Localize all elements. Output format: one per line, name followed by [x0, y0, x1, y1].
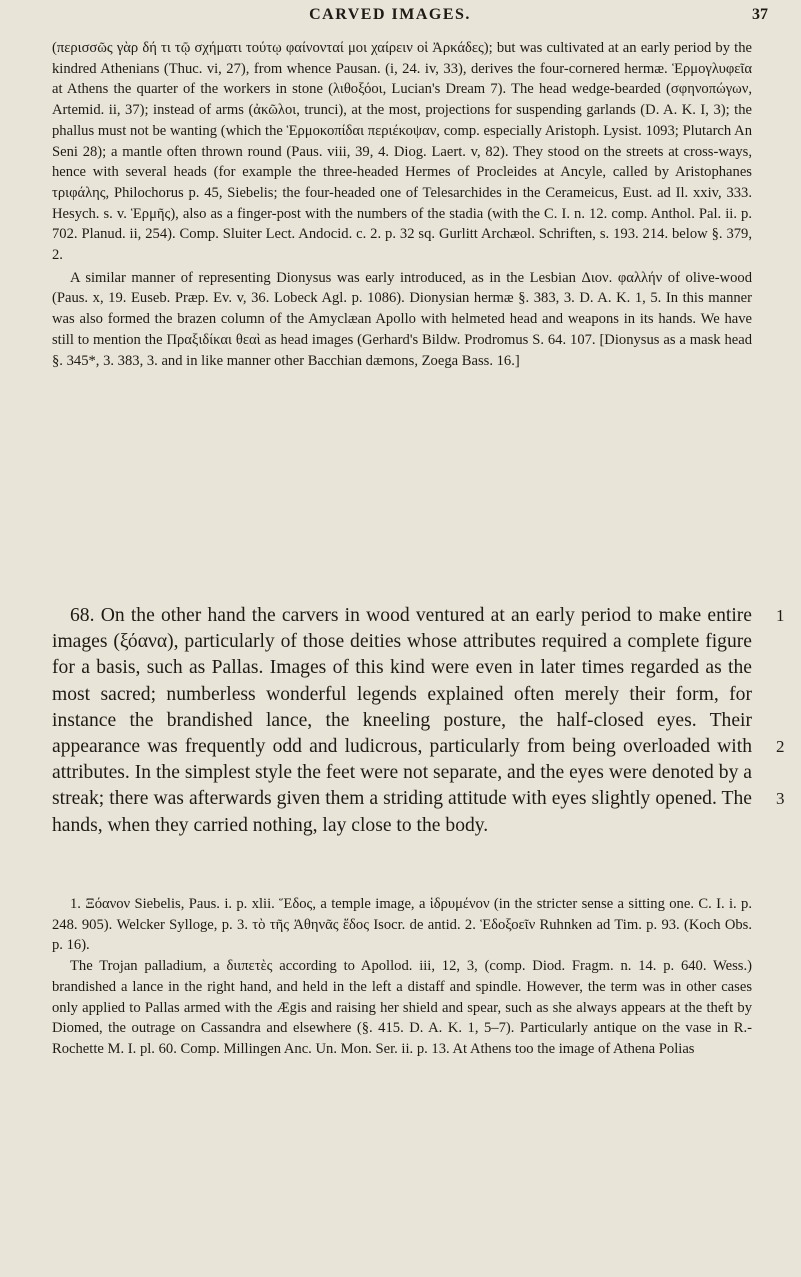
note-paragraph: 1. Ξόανον Siebelis, Paus. i. p. xlii. Ἕδος, a temple image, a ἱδρυμένον (in the stricter sense a sitting one. C. I. i. p. 248. 905). Welcker Sylloge, p. 3. τὸ τῆς Ἀθηνᾶς ἕδος Isocr. de antid. 2. Ἑδοξοεῖν Ruhnken ad Tim. p. 93. (Koch Obs. p. 16).	[52, 896, 752, 954]
footnotes	[52, 894, 752, 1060]
note-paragraph: (περισσῶς γὰρ δή τι τῷ σχήματι τούτῳ φαίνονταί μοι χαίρειν οἱ Ἀρκάδες); but was cultivated at an early period by the kindred Athenians (Thuc. vi, 27), from whence Pausan. (i, 24. iv, 33), derives the four-cornered hermæ. Ἑρμογλυφεῖα at Athens the quarter of the workers in stone (λιθοξόοι, Lucian's Dream 7). The head wedge-bearded (σφηνοπώγων, Artemid. ii, 37); instead of arms (ἀκῶλοι, trunci), at the most, projections for suspending garlands (D. A. K. I, 3); the phallus must not be wanting (which the Ἑρμοκοπίδαι περιέκοψαν, comp. especially Aristoph. Lysist. 1093; Plutarch An Seni 28); a mantle often thrown round (Paus. viii, 39, 4. Diog. Laert. v, 82). They stood on the streets at cross-ways, hence with several heads (for example the three-headed Hermes of Procleides at Ancyle, called by Aristophanes τριφάλης, Philochorus p. 45, Siebelis; the four-headed one of Telesarchides in the Cerameicus, Eust. ad Il. xxiv, 333. Hesych. s. v. Ἑρμῆς), also as a finger-post with the numbers of the stadia (with the C. I. n. 12. comp. Anthol. Pal. ii. p. 702. Planud. ii, 254). Comp. Sluiter Lect. Andocid. c. 2. p. 32 sq. Gurlitt Archæol. Schriften, s. 193. 214. below §. 379, 2.	[52, 40, 752, 264]
margin-number: 1	[776, 606, 785, 625]
margin-number: 3	[776, 789, 785, 808]
page-header	[40, 6, 768, 34]
section-68	[52, 603, 752, 839]
note-paragraph: The Trojan palladium, a διιπετὲς according to Apollod. iii, 12, 3, (comp. Diod. Fragm. n. 14. p. 640. Wess.) brandished a lance in the right hand, and held in the left a distaff and spindle. However, the term was in other cases only applied to Pallas armed with the Ægis and raising her shield and spear, such as she always appears at the theft by Diomed, the outrage on Cassandra and elsewhere (§. 415. D. A. K. 1, 5–7). Particularly antique on the vase in R.-Rochette M. I. pl. 60. Comp. Millingen Anc. Un. Mon. Ser. ii. p. 13. At Athens too the image of Athena Polias	[52, 958, 752, 1057]
note-paragraph: A similar manner of representing Dionysus was early introduced, as in the Lesbian Διον. φαλλήν of olive-wood (Paus. x, 19. Euseb. Præp. Ev. v, 36. Lobeck Agl. p. 1086). Dionysian hermæ §. 383, 3. D. A. K. 1, 5. In this manner was also formed the brazen column of the Amyclæan Apollo with helmeted head and weapons in its hands. We have still to mention the Πραξιδίκαι θεαὶ as head images (Gerhard's Bildw. Prodromus S. 64. 107. [Dionysus as a mask head §. 345*, 3. 383, 3. and in like manner other Bacchian dæmons, Zoega Bass. 16.]	[52, 269, 752, 369]
section-paragraph: 68. On the other hand the carvers in wood ventured at an early period to make entire images (ξόανα), particularly of those deities whose attributes required a complete figure for a basis, such as Pallas. Images of this kind were even in later times regarded as the most sacred; numberless wonderful legends explained often merely their form, for instance the brandished lance, the kneeling posture, the half-closed eyes. Their appearance was frequently odd and ludicrous, particularly from being overloaded with attributes. In the simplest style the feet were not separate, and the eyes were denoted by a streak; there was afterwards given them a striding attitude with eyes slightly opened. The hands, when they carried nothing, lay close to the body.	[52, 605, 752, 836]
margin-number: 2	[776, 737, 785, 756]
page-number: 37	[752, 6, 768, 23]
footnotes-continued	[52, 38, 752, 373]
running-title: CARVED IMAGES.	[309, 6, 471, 23]
